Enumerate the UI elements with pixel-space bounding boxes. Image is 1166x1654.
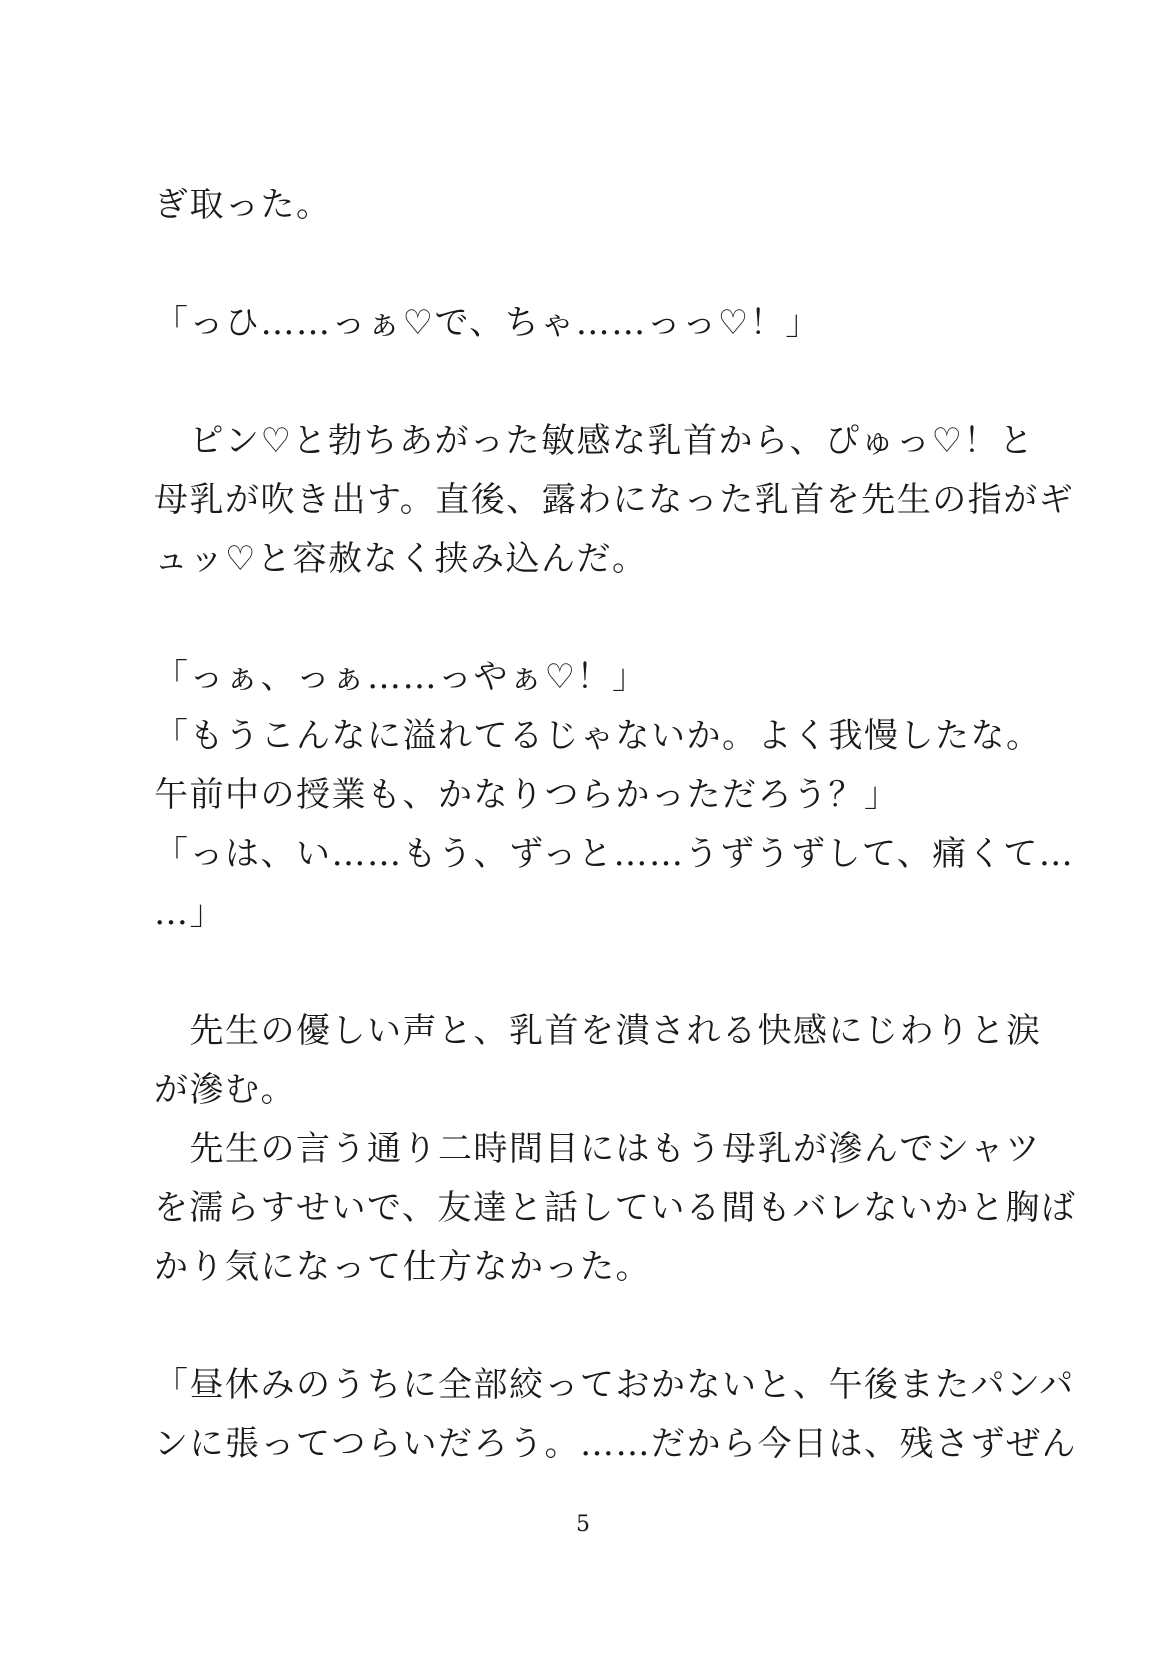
paragraph-gap	[154, 1297, 1024, 1356]
text-line: 先生の言う通り二時間目にはもう母乳が滲んでシャツ	[154, 1129, 1041, 1169]
text-line: 「っは、い……もう、ずっと……うずうずして、痛くて…	[154, 834, 1075, 874]
text-line: 先生の優しい声と、乳首を潰される快感にじわりと涙	[154, 1011, 1042, 1051]
text-line: ンに張ってつらいだろう。……だから今日は、残さずぜん	[154, 1424, 1077, 1464]
text-line: 「っぁ、っぁ……っやぁ♡！」	[154, 657, 648, 697]
text-line: 母乳が吹き出す。直後、露わになった乳首を先生の指がギ	[154, 480, 1075, 520]
paragraph-gap	[154, 353, 1024, 412]
text-line: かり気になって仕方なかった。	[154, 1247, 651, 1287]
paragraph-gap	[154, 589, 1024, 648]
text-line: ピン♡と勃ちあがった敏感な乳首から、ぴゅっ♡！と	[154, 421, 1035, 461]
text-line: 「もうこんなに溢れてるじゃないか。よく我慢したな。	[154, 716, 1042, 756]
paragraph-gap	[154, 943, 1024, 1002]
body-text	[154, 176, 1077, 1474]
text-line: 「っひ……っぁ♡で、ちゃ……っっ♡！」	[154, 303, 821, 343]
text-line: 「昼休みのうちに全部絞っておかないと、午後またパンパ	[154, 1365, 1075, 1405]
text-line: …」	[154, 893, 225, 933]
text-line: が滲む。	[154, 1070, 296, 1110]
text-line: を濡らすせいで、友達と話している間もバレないかと胸ば	[154, 1188, 1077, 1228]
page-number: 5	[576, 1512, 590, 1537]
text-line: ュッ♡と容赦なく挟み込んだ。	[154, 539, 648, 579]
text-line: ぎ取った。	[154, 185, 332, 225]
text-line: 午前中の授業も、かなりつらかっただろう？」	[154, 775, 900, 815]
paragraph-gap	[154, 235, 1024, 294]
